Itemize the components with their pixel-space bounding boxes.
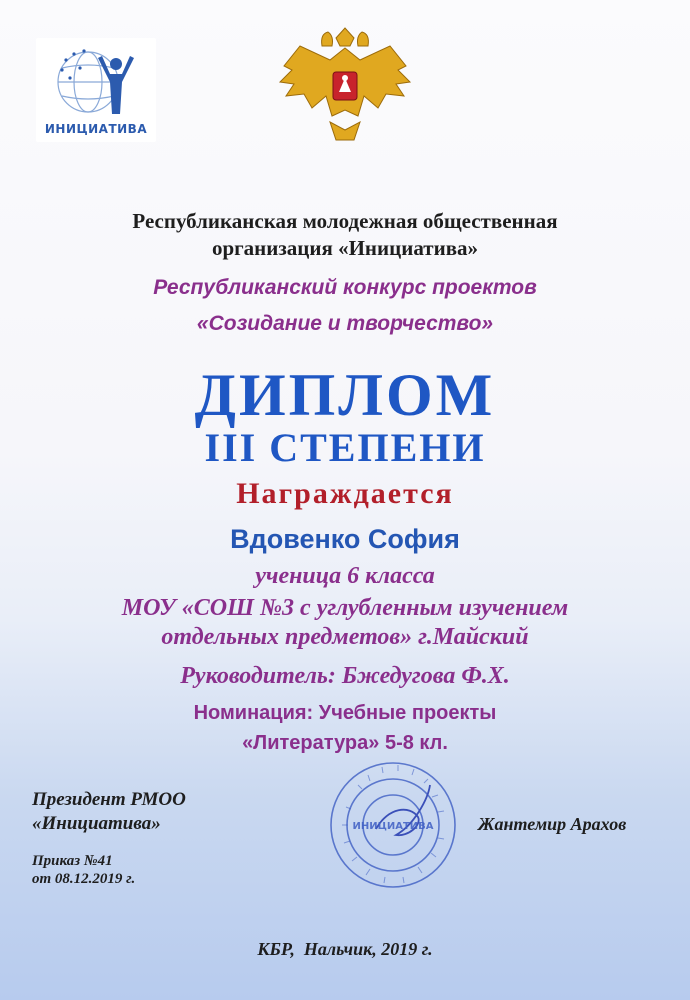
president-line-2: «Инициатива» <box>32 813 161 834</box>
contest-name <box>0 270 690 342</box>
logo-text: ИНИЦИАТИВА <box>44 122 148 136</box>
school-name <box>0 594 690 652</box>
organization-name <box>0 208 690 262</box>
diploma-title: ДИПЛОМ <box>194 362 496 428</box>
contest-line-2: «Созидание и творчество» <box>196 312 494 335</box>
organization-line-1: Республиканская молодежная общественная <box>132 209 558 233</box>
contest-line-1: Республиканский конкурс проектов <box>153 276 537 299</box>
place-and-year: КБР, Нальчик, 2019 г. <box>257 939 433 959</box>
nomination-line-1: Номинация: Учебные проекты <box>193 702 497 724</box>
order-date: от 08.12.2019 г. <box>32 871 136 887</box>
awarded-heading: Награждается <box>236 477 454 510</box>
school-line-1: МОУ «СОШ №3 с углубленным изучением <box>121 595 569 621</box>
nomination-line-2: «Литература» 5-8 кл. <box>242 732 448 754</box>
president-title <box>32 788 186 836</box>
order-number: Приказ №41 <box>32 853 113 869</box>
organization-line-2: организация «Инициатива» <box>211 236 479 260</box>
project-leader: Руководитель: Бжедугова Ф.Х. <box>180 663 510 689</box>
school-line-2: отдельных предметов» г.Майский <box>161 624 529 650</box>
order-info <box>32 852 135 888</box>
recipient-name: Вдовенко София <box>230 524 460 554</box>
stamp-text: ИНИЦИАТИВА <box>352 821 434 832</box>
globe-person-icon <box>36 38 156 124</box>
stamp-seal-icon <box>318 755 468 895</box>
signer-name: Жантемир Арахов <box>478 814 627 834</box>
nomination <box>0 698 690 758</box>
diploma-degree: III СТЕПЕНИ <box>204 425 486 470</box>
double-headed-eagle-icon <box>270 26 420 146</box>
official-stamp <box>318 755 468 895</box>
student-class: ученица 6 класса <box>255 563 435 589</box>
president-line-1: Президент РМОО <box>32 789 186 810</box>
initiative-logo <box>36 38 156 142</box>
coat-of-arms-emblem <box>270 26 420 146</box>
